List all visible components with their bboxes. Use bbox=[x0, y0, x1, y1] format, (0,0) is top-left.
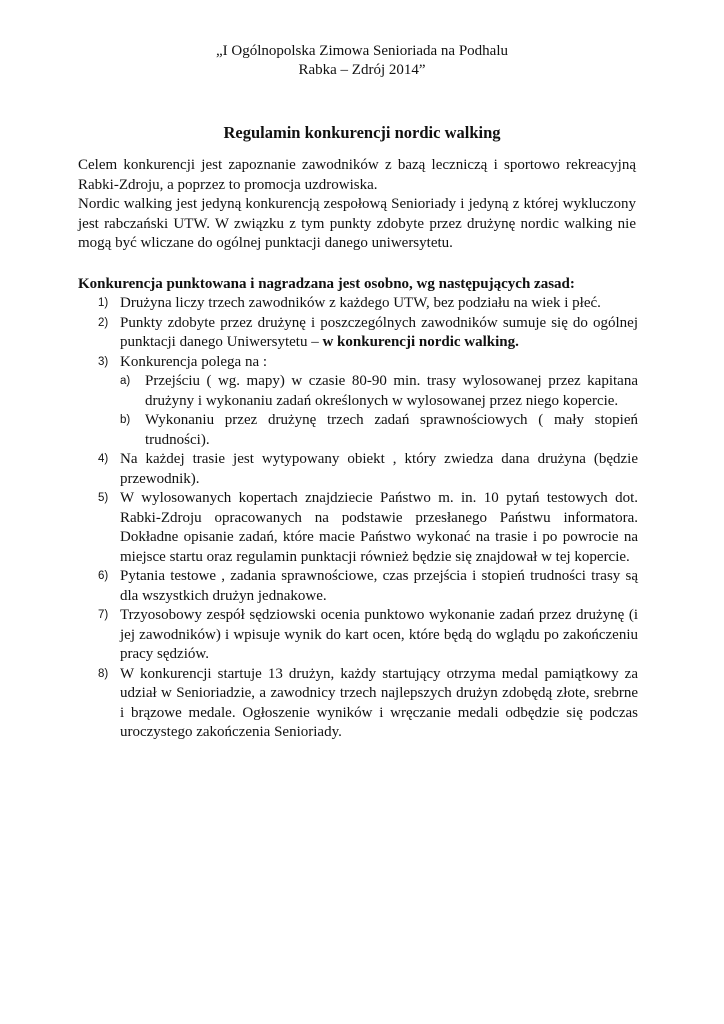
rule-text: W wylosowanych kopertach znajdziecie Państwo m. in. 10 pytań testowych dot. Rabki-Zdroju opracowanych na podstawie przesłanego Państwu informatora. Dokładne opisanie zadań, które macie Państwo wykonać na trasie i po powrocie na miejsce startu oraz regulamin punktacji również będzie się znajdował w tej kopercie. bbox=[120, 490, 638, 565]
rule-text: W konkurencji startuje 13 drużyn, każdy startujący otrzyma medal pamiątkowy za udział w Senioriadzie, a zawodnicy trzech najlepszych drużyn zdobędą złote, srebrne i brązowe medale. Ogłoszenie wyników i wręczanie medali odbędzie się podczas uroczystego zakończenia Senioriady. bbox=[120, 665, 638, 740]
sub-rule-item-b bbox=[120, 411, 638, 450]
rule-item-3 bbox=[78, 353, 638, 451]
intro-paragraph-1: Celem konkurencji jest zapoznanie zawodników z bazą leczniczą i sportowo rekreacyjną Rabki-Zdroju, a poprzez to promocja uzdrowiska. bbox=[78, 157, 636, 193]
intro-paragraph-2: Nordic walking jest jedyną konkurencją zespołową Senioriady i jedyną z której wykluczony jest rabczański UTW. W związku z tym punkty zdobyte przez drużynę nordic walking nie mogą być wliczane do ogólnej punktacji danego uniwersytetu. bbox=[78, 196, 636, 251]
rule-number: 8) bbox=[98, 667, 109, 680]
rule-bold-text: w konkurencji nordic walking. bbox=[322, 334, 519, 350]
sub-rule-number: b) bbox=[120, 414, 131, 426]
rule-text: Trzyosobowy zespół sędziowski ocenia punktowo wykonanie zadań przez drużynę (i jej zawodników) i wpisuje wynik do kart ocen, które będą do wglądu po zakończeniu pracy sędziów. bbox=[120, 607, 638, 662]
rule-text: Na każdej trasie jest wytypowany obiekt , który zwiedza dana drużyna (będzie przewodnik). bbox=[120, 451, 638, 487]
header-line-2: Rabka – Zdrój 2014” bbox=[298, 62, 426, 78]
rule-item-2 bbox=[78, 314, 638, 353]
rule-text: Drużyna liczy trzech zawodników z każdego UTW, bez podziału na wiek i płeć. bbox=[120, 295, 601, 311]
rule-number: 3) bbox=[98, 355, 109, 368]
rule-item-8 bbox=[78, 665, 638, 743]
sub-rules-list bbox=[120, 372, 638, 450]
sub-rule-number: a) bbox=[120, 375, 131, 387]
rule-text: Punkty zdobyte przez drużynę i poszczególnych zawodników sumuje się do ogólnej punktacji danego Uniwersytetu – bbox=[120, 314, 638, 350]
rule-item-6 bbox=[78, 567, 638, 606]
sub-rule-text: Wykonaniu przez drużynę trzech zadań sprawnościowych ( mały stopień trudności). bbox=[145, 412, 638, 448]
intro-section bbox=[78, 156, 636, 254]
rule-number: 7) bbox=[98, 609, 109, 621]
rule-number: 4) bbox=[98, 453, 109, 465]
rule-number: 1) bbox=[98, 297, 109, 309]
rules-heading: Konkurencja punktowana i nagradzana jest osobno, wg następujących zasad: bbox=[78, 276, 575, 292]
document-header bbox=[0, 42, 724, 80]
rule-text: Konkurencja polega na : bbox=[120, 353, 268, 370]
rule-number: 2) bbox=[98, 316, 109, 329]
rule-text: Pytania testowe , zadania sprawnościowe, czas przejścia i stopień trudności trasy są dla wszystkich drużyn jednakowe. bbox=[120, 568, 638, 604]
header-line-1: „I Ogólnopolska Zimowa Senioriada na Podhalu bbox=[215, 43, 509, 59]
sub-rule-text: Przejściu ( wg. mapy) w czasie 80-90 min. trasy wylosowanej przez kapitana drużyny i wykonaniu zadań określonych w wylosowanej przez niego kopercie. bbox=[145, 373, 638, 409]
rule-item-7 bbox=[78, 606, 638, 665]
rule-item-5 bbox=[78, 489, 638, 567]
rules-list bbox=[78, 294, 638, 743]
rule-item-4 bbox=[78, 450, 638, 489]
rule-item-1 bbox=[78, 294, 638, 314]
document-title: Regulamin konkurencji nordic walking bbox=[223, 123, 501, 142]
rule-number: 5) bbox=[98, 492, 109, 504]
rule-number: 6) bbox=[98, 570, 109, 582]
sub-rule-item-a bbox=[120, 372, 638, 411]
